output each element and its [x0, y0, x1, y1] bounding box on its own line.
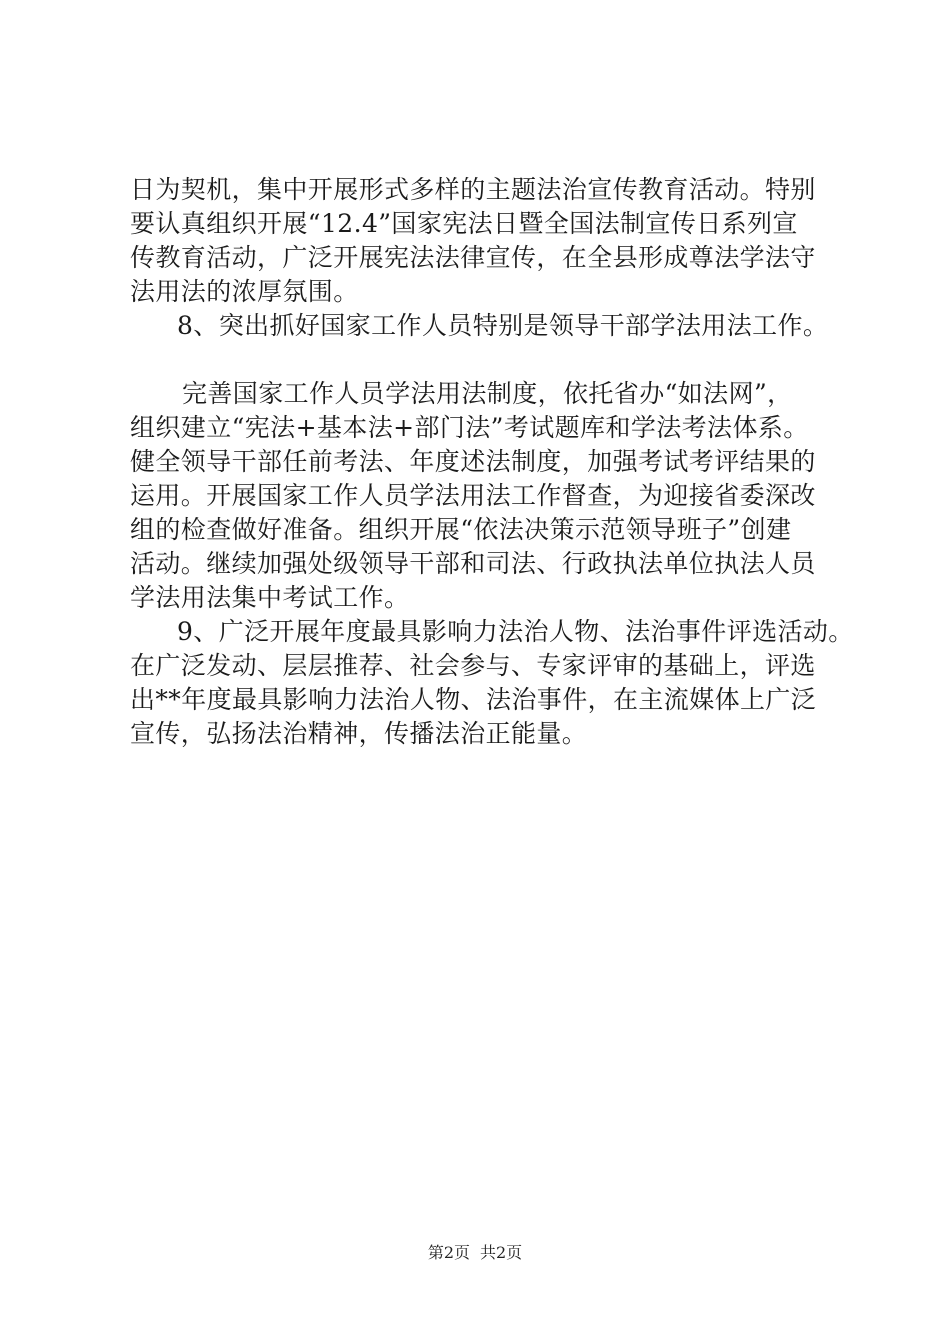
- text-line: 活动。继续加强处级领导干部和司法、行政执法单位执法人员: [130, 549, 816, 578]
- heading-line: 8、突出抓好国家工作人员特别是领导干部学法用法工作。: [177, 311, 829, 340]
- text-line: 组的检查做好准备。组织开展“依法决策示范领导班子”创建: [130, 515, 792, 544]
- text-line: 出**年度最具影响力法治人物、法治事件，在主流媒体上广泛: [130, 685, 817, 714]
- text-line: 宣传，弘扬法治精神，传播法治正能量。: [130, 719, 588, 748]
- text-line: 运用。开展国家工作人员学法用法工作督查，为迎接省委深改: [130, 481, 816, 510]
- text-line: 学法用法集中考试工作。: [130, 583, 410, 612]
- text-line: 健全领导干部任前考法、年度述法制度，加强考试考评结果的: [130, 447, 816, 476]
- text-line: 组织建立“宪法+基本法+部门法”考试题库和学法考法体系。: [130, 413, 809, 442]
- page-number: 第2页: [427, 1243, 470, 1262]
- paragraph-continuation: [130, 173, 860, 309]
- page-total: 共2页: [480, 1243, 523, 1262]
- document-body: [130, 173, 860, 751]
- heading-line: 9、广泛开展年度最具影响力法治人物、法治事件评选活动。: [177, 617, 854, 646]
- text-line: 要认真组织开展“12.4”国家宪法日暨全国法制宣传日系列宣: [130, 209, 798, 238]
- text-line: 在广泛发动、层层推荐、社会参与、专家评审的基础上，评选: [130, 651, 816, 680]
- section-heading-9: [130, 615, 860, 751]
- paragraph-study-system: [130, 377, 860, 615]
- text-line: 完善国家工作人员学法用法制度，依托省办“如法网”，: [182, 379, 793, 408]
- text-line: 传教育活动，广泛开展宪法法律宣传，在全县形成尊法学法守: [130, 243, 816, 272]
- paragraph-gap: [130, 343, 860, 377]
- page-footer: [0, 1243, 950, 1263]
- section-heading-8: [130, 309, 860, 343]
- text-line: 日为契机，集中开展形式多样的主题法治宣传教育活动。特别: [130, 175, 816, 204]
- text-line: 法用法的浓厚氛围。: [130, 277, 359, 306]
